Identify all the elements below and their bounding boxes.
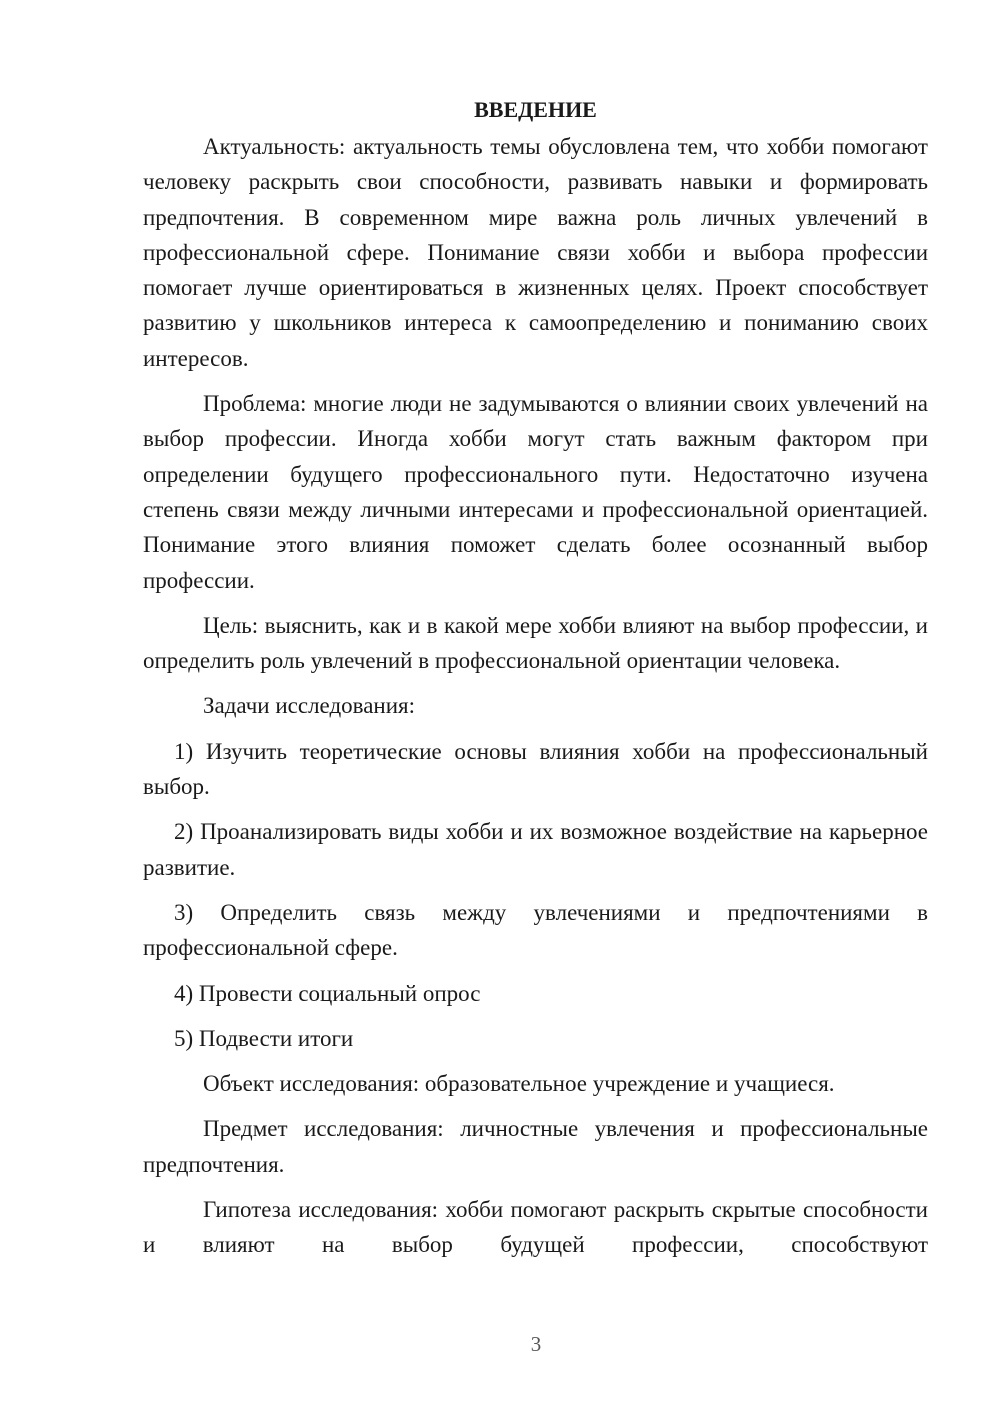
task-item-3: 3) Определить связь между увлечениями и предпочтениями в профессиональной сфере. (143, 899, 928, 961)
task-item-4: 4) Провести социальный опрос (174, 980, 481, 1006)
section-title: ВВЕДЕНИЕ (474, 97, 597, 122)
tasks-heading: Задачи исследования: (203, 693, 416, 719)
hypothesis-paragraph: Гипотеза исследования: хобби помогают раскрыть скрытые способности и влияют на выбор будущей профессии, способствуют (143, 1197, 928, 1258)
goal-paragraph: Цель: выяснить, как и в какой мере хобби влияют на выбор профессии, и определить роль увлечений в профессиональной ориентации человека. (143, 612, 928, 674)
task-item-1: 1) Изучить теоретические основы влияния хобби на профессиональный выбор. (143, 738, 928, 800)
page-number: 3 (530, 1332, 542, 1356)
problem-paragraph: Проблема: многие люди не задумываются о влиянии своих увлечений на выбор профессии. Иногда хобби могут стать важным фактором при определении будущего профессионального пути. Недостаточно изучена степень связи между личными интересами и профессиональной ориентацией. Понимание этого влияния поможет сделать более осознанный выбор профессии. (143, 391, 928, 593)
task-item-2: 2) Проанализировать виды хобби и их возможное воздействие на карьерное развитие. (143, 819, 928, 880)
object-paragraph: Объект исследования: образовательное учреждение и учащиеся. (203, 1071, 835, 1097)
relevance-paragraph: Актуальность: актуальность темы обусловлена тем, что хобби помогают человеку раскрыть свои способности, развивать навыки и формировать предпочтения. В современном мире важна роль личных увлечений в профессиональной сфере. Понимание связи хобби и выбора профессии помогает лучше ориентироваться в жизненных целях. Проект способствует развитию у школьников интереса к самоопределению и пониманию своих интересов. (143, 134, 928, 371)
subject-paragraph: Предмет исследования: личностные увлечения и профессиональные предпочтения. (143, 1116, 928, 1177)
task-item-5: 5) Подвести итоги (174, 1025, 354, 1051)
page-content (143, 92, 928, 1308)
